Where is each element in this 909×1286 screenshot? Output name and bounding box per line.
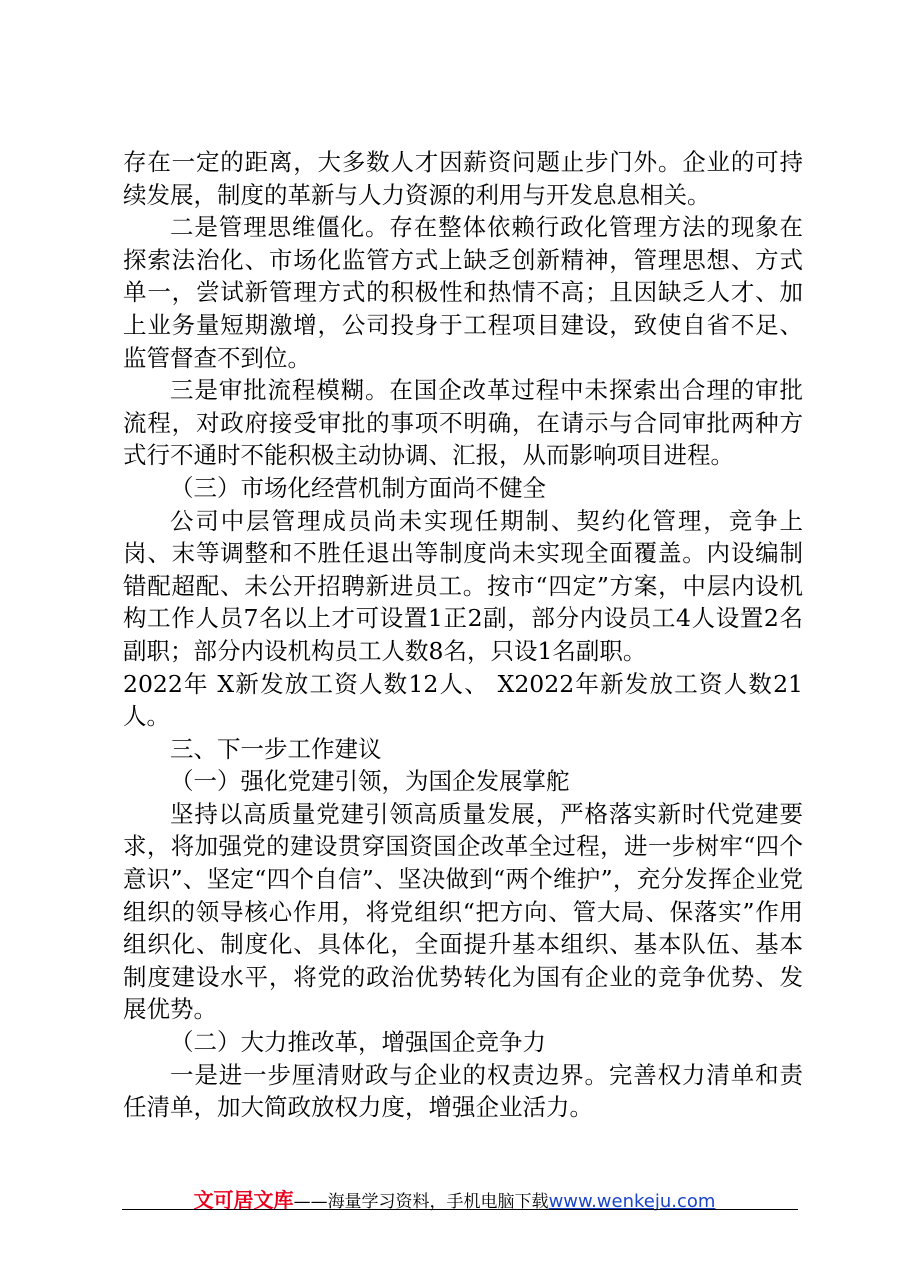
paragraph: 坚持以高质量党建引领高质量发展，严格落实新时代党建要求，将加强党的建设贯穿国资国企改革全过程，进一步树牢“四个意识”、坚定“四个自信”、坚决做到“两个维护”，充分发挥企业党组织的领导核心作用，将党组织“把方向、管大局、保落实”作用组织化、制度化、具体化，全面提升基本组织、基本队伍、基本制度建设水平，将党的政治优势转化为国有企业的竞争优势、发展优势。	[123, 799, 803, 1024]
footer-link[interactable]: www.wenkeju.com	[548, 1191, 716, 1212]
footer-brand: 文可居文库	[193, 1188, 294, 1212]
paragraph-continuation: 存在一定的距离，大多数人才因薪资问题止步门外。企业的可持续发展，制度的革新与人力资源的利用与开发息息相关。	[123, 148, 803, 209]
footer-divider	[122, 1209, 798, 1210]
paragraph: 公司中层管理成员尚未实现任期制、契约化管理，竞争上岗、末等调整和不胜任退出等制度尚未实现全面覆盖。内设编制错配超配、未公开招聘新进员工。按市“四定”方案，中层内设机构工作人员7名以上才可设置1正2副，部分内设员工4人设置2名副职；部分内设机构员工人数8名，只设1名副职。	[123, 506, 803, 665]
subsection-heading: （三）市场化经营机制方面尚不健全	[170, 473, 546, 502]
section-heading: 三、下一步工作建议	[170, 734, 382, 763]
paragraph: 二是管理思维僵化。存在整体依赖行政化管理方法的现象在探索法治化、市场化监管方式上缺乏创新精神，管理思想、方式单一，尝试新管理方式的积极性和热情不高；且因缺乏人才、加上业务量短期激增，公司投身于工程项目建设，致使自省不足、监管督查不到位。	[123, 213, 803, 372]
subsection-heading: （一）强化党建引领，为国企发展掌舵	[170, 767, 570, 796]
footer-tagline: ——海量学习资料，手机电脑下载	[293, 1192, 549, 1212]
paragraph: 三是审批流程模糊。在国企改革过程中未探索出合理的审批流程，对政府接受审批的事项不明确，在请示与合同审批两种方式行不通时不能积极主动协调、汇报，从而影响项目进程。	[123, 376, 803, 470]
paragraph: 一是进一步厘清财政与企业的权责边界。完善权力清单和责任清单，加大简政放权力度，增强企业活力。	[123, 1060, 803, 1122]
paragraph-continuation: 2022年 X新发放工资人数12人、 X2022年新发放工资人数21人。	[123, 669, 803, 731]
subsection-heading: （二）大力推改革，增强国企竞争力	[170, 1028, 546, 1057]
document-body	[123, 146, 803, 1124]
